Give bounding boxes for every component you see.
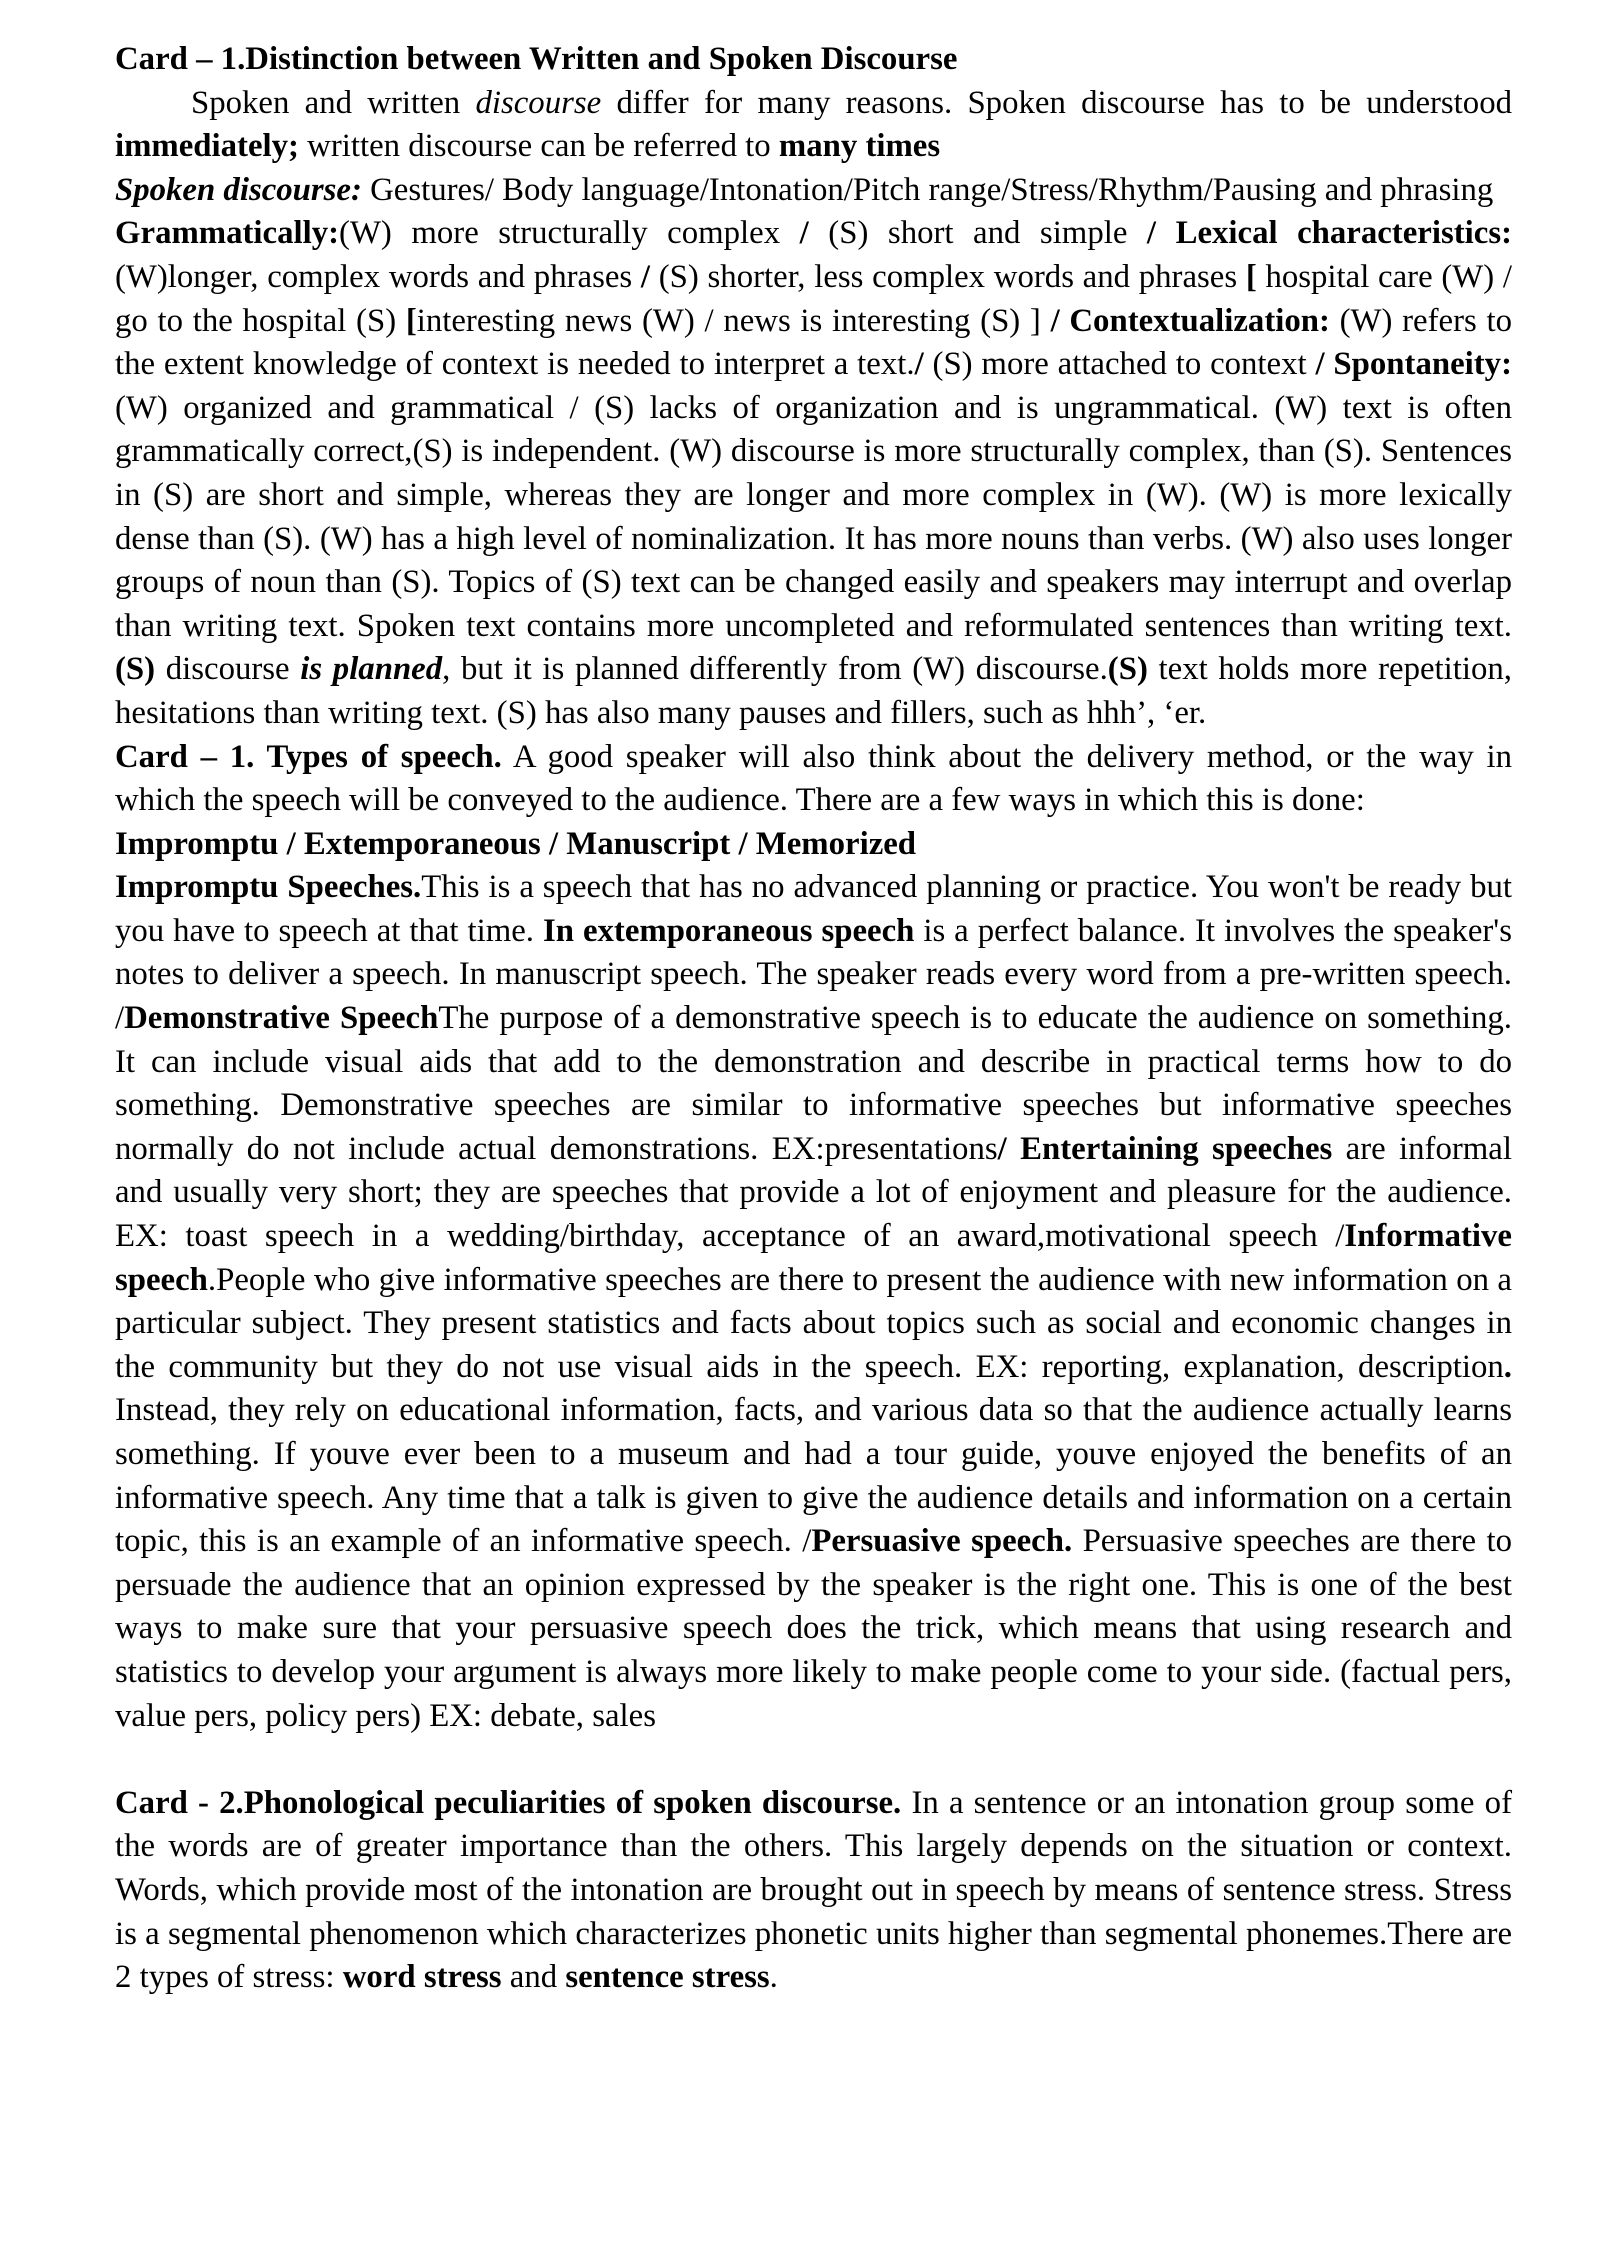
emphasis-run: immediately; (115, 128, 299, 165)
emphasis-run: is planned (300, 651, 443, 688)
emphasis-run: [ (1245, 258, 1257, 295)
text-run: Instead, they rely on educational information, facts, and various data so that the audience actually learns something. If youve ever been to a museum and had a tour guide, youve enjoyed the benefits of an informative speech. Any time that a talk is given to give the audience details and information on a certain topic, this is an example of an informative speech. / (115, 1392, 1512, 1560)
emphasis-run: / Spontaneity: (1315, 346, 1512, 383)
text-run: (S) short and simple (808, 215, 1147, 252)
emphasis-run: / (640, 258, 651, 295)
text-run: is a perfect balance. It involves the speaker's notes to deliver a speech. In manuscript speech. The speaker reads every word from a pre-written speech. / (115, 912, 1512, 1037)
phonological-peculiarities (115, 1782, 1512, 2000)
text-run: differ for many reasons. Spoken discourse has to be understood (601, 84, 1512, 121)
text-run: interesting news (W) / news is interesting (S) ] (416, 302, 1051, 339)
text-run: .People who give informative speeches are there to present the audience with new information on a particular subject. They present statistics and facts about topics such as social and economic changes in the community but they do not use visual aids in the speech. EX: reporting, explanation, description (115, 1261, 1512, 1385)
emphasis-run: Informative speech (115, 1218, 1512, 1298)
text-run: Spoken and written (191, 84, 476, 121)
text-run: A good speaker will also think about the delivery method, or the way in which the speech will be conveyed to the audience. There are a few ways in which this is done: (115, 738, 1512, 819)
emphasis-run: Card – 1. Types of speech. (115, 738, 502, 775)
text-run: hospital care (W) / go to the hospital (S) (115, 258, 1512, 339)
text-run: . (769, 1959, 778, 1996)
text-run: discourse (155, 651, 301, 688)
text-run: In a sentence or an intonation group some of the words are of greater importance than the others. This largely depends on the situation or context. Words, which provide most of the intonation are brought out in speech by means of sentence stress. Stress is a segmental phenomenon which characterizes phonetic units higher than segmental phonemes.There are 2 types of stress: (115, 1784, 1512, 1996)
text-run: (S) more attached to context (923, 346, 1316, 383)
emphasis-run: . (1503, 1348, 1512, 1385)
text-run: and (501, 1959, 566, 1996)
text-run: (W) more structurally complex (339, 215, 800, 252)
text-run: Persuasive speeches are there to persuade the audience that an opinion expressed by the speaker is the right one. This is one of the best ways to make sure that your persuasive speech does the trick, which means that using research and statistics to develop your argument is always more likely to make people come to your side. (factual pers, value pers, policy pers) EX: debate, sales (115, 1523, 1512, 1734)
emphasis-run: word stress (342, 1959, 502, 1996)
text-run: The purpose of a demonstrative speech is to educate the audience on something. It can include visual aids that add to the demonstration and describe in practical terms how to do something. Demonstrative speeches are similar to informative speeches but informative speeches normally do not include actual demonstrations. EX:presentations (115, 1000, 1512, 1167)
emphasis-run: / Entertaining speeches (997, 1130, 1333, 1167)
types-of-speech-intro (115, 736, 1512, 823)
emphasis-run: many times (778, 128, 941, 165)
emphasis-run: Persuasive speech. (811, 1523, 1073, 1560)
emphasis-run: (S) (1107, 651, 1148, 688)
speech-types-body (115, 866, 1512, 1738)
section-1-title (115, 38, 1512, 82)
emphasis-run: / (799, 215, 809, 252)
section-1-intro (115, 82, 1512, 169)
speech-types-heading-text: Impromptu / Extemporaneous / Manuscript / Memorized (115, 825, 917, 862)
text-run: (W) refers to the extent knowledge of context is needed to interpret a text. (115, 302, 1512, 383)
emphasis-run: [ (405, 302, 417, 339)
text-run: (S) shorter, less complex words and phrases (650, 258, 1246, 295)
text-run: Gestures/ Body language/Intonation/Pitch range/Stress/Rhythm/Pausing and phrasing (361, 171, 1494, 208)
emphasis-run: Impromptu Speeches. (115, 869, 422, 906)
emphasis-run: Spoken discourse: (115, 171, 362, 208)
text-run: are informal and usually very short; they are speeches that provide a lot of enjoyment and pleasure for the audience. EX: toast speech in a wedding/birthday, acceptance of an award,motivational speech / (115, 1130, 1512, 1255)
emphasis-run: / Lexical characteristics: (1146, 215, 1512, 252)
text-run: , but it is planned differently from (W) discourse. (442, 651, 1108, 688)
text-run: text holds more repetition, hesitations than writing text. (S) has also many pauses and fillers, such as hhh’, ‘er. (115, 651, 1512, 731)
emphasis-run: / Contextualization: (1050, 302, 1330, 339)
emphasis-run: Demonstrative Speech (124, 1000, 439, 1037)
emphasis-run: In extemporaneous speech (542, 912, 915, 949)
written-vs-spoken-comparison (115, 212, 1512, 735)
text-run: (W)longer, complex words and phrases (115, 258, 641, 295)
speech-types-heading (115, 823, 1512, 867)
emphasis-run: Card - 2.Phonological peculiarities of spoken discourse. (115, 1784, 902, 1821)
emphasis-run: sentence stress (565, 1959, 770, 1996)
emphasis-run: (S) (115, 651, 156, 688)
emphasis-run: Grammatically: (115, 215, 340, 252)
text-run: written discourse can be referred to (298, 128, 779, 165)
section-1-title-text: Card – 1.Distinction between Written and Spoken Discourse (115, 41, 958, 77)
text-run: This is a speech that has no advanced planning or practice. You won't be ready but you have to speech at that time. (115, 869, 1512, 949)
text-run: (W) organized and grammatical / (S) lacks of organization and is ungrammatical. (W) text is often grammatically correct,(S) is independent. (W) discourse is more structurally complex, than (S). Sentences in (S) are short and simple, whereas they are longer and more complex in (W). (W) is more lexically dense than (S). (W) has a high level of nominalization. It has more nouns than verbs. (W) also uses longer groups of noun than (S). Topics of (S) text can be changed easily and speakers may interrupt and overlap than writing text. Spoken text contains more uncompleted and reformulated sentences than writing text. (115, 389, 1512, 644)
emphasis-run: discourse (475, 84, 602, 121)
paragraph-gap (115, 1738, 1512, 1782)
spoken-discourse-features (115, 169, 1512, 213)
emphasis-run: / (914, 346, 924, 383)
